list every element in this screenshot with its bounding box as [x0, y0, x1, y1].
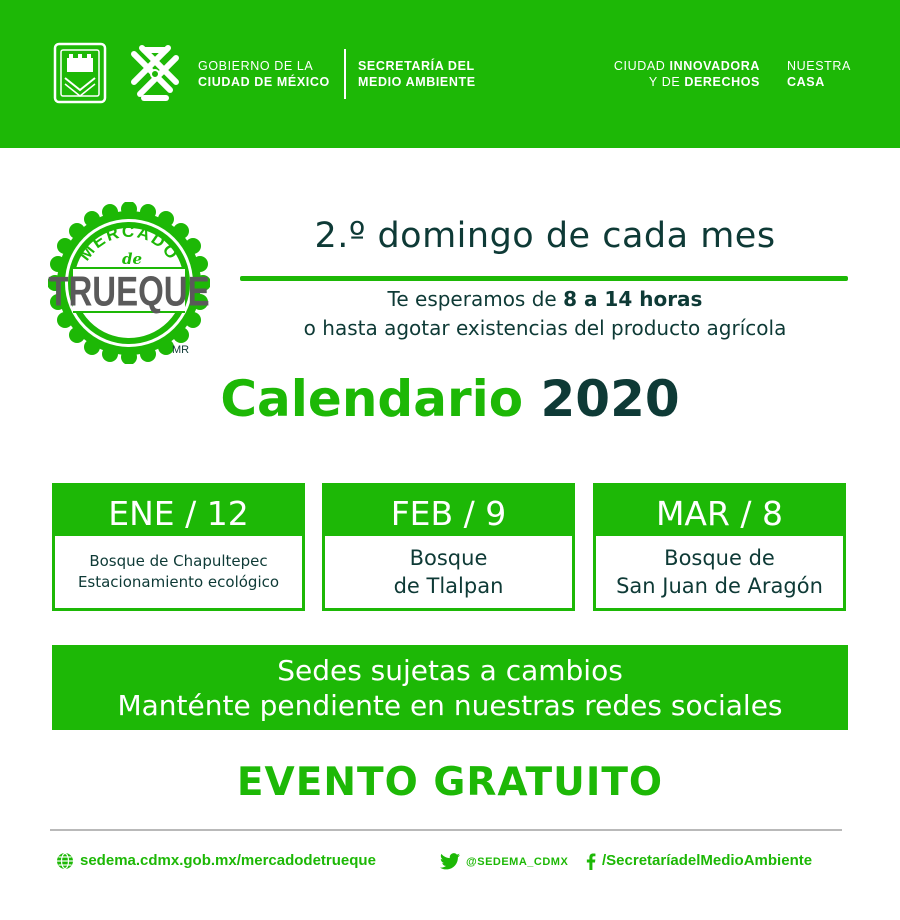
- city-coat-of-arms-icon: [53, 42, 107, 104]
- ciudad-line-1a: CIUDAD: [613, 59, 670, 73]
- ciudad-line-2a: Y DE: [648, 75, 685, 89]
- schedule-note: o hasta agotar existencias del producto agrícola: [303, 316, 787, 340]
- facebook-link[interactable]: [586, 852, 812, 870]
- venue-line-1: Bosque de Chapultepec: [89, 552, 268, 570]
- venue-line-2: San Juan de Aragón: [616, 574, 823, 598]
- twitter-bird-icon: [440, 853, 460, 870]
- ciudad-innovadora-label: [614, 58, 760, 90]
- cdmx-knot-logo-icon: [124, 38, 186, 110]
- venue-line-1: Bosque: [409, 546, 488, 570]
- gob-line-1: GOBIERNO DE LA: [198, 59, 314, 73]
- mercado-de-trueque-logo: [48, 202, 210, 364]
- date-label: ENE / 12: [55, 486, 302, 536]
- venue: [55, 536, 302, 608]
- globe-icon: [56, 852, 74, 870]
- venue-line-2: de Tlalpan: [393, 574, 504, 598]
- website-url: sedema.cdmx.gob.mx/mercadodetrueque: [80, 852, 376, 869]
- header-bar: [0, 0, 900, 148]
- header-divider: [344, 49, 346, 99]
- notice-line-1: Sedes sujetas a cambios: [277, 653, 623, 687]
- ciudad-line-2b: DERECHOS: [684, 75, 760, 89]
- ciudad-line-1b: INNOVADORA: [669, 59, 760, 73]
- schedule-line: [240, 287, 850, 311]
- footer-divider: [50, 829, 842, 831]
- twitter-handle: @SEDEMA_CDMX: [466, 856, 569, 868]
- headline: 2.º domingo de cada mes: [314, 216, 776, 256]
- date-label: MAR / 8: [596, 486, 843, 536]
- facebook-icon: [586, 853, 596, 870]
- logo-mercado-text: MERCADO: [74, 222, 184, 265]
- headline-divider: [240, 276, 848, 281]
- trademark-label: MR: [172, 344, 190, 356]
- free-event-label: EVENTO GRATUITO: [236, 760, 664, 805]
- gob-line-2: CIUDAD DE MÉXICO: [198, 75, 330, 89]
- nuestra-line-2: CASA: [787, 75, 825, 89]
- logo-trueque-text: TRUEQUE: [48, 268, 210, 315]
- venue-line-2: Estacionamiento ecológico: [77, 573, 280, 591]
- calendar-title-year: 2020: [540, 370, 680, 428]
- notice-banner: [52, 645, 848, 730]
- twitter-link[interactable]: [440, 852, 568, 870]
- date-card-feb: [322, 483, 575, 611]
- date-card-mar: [593, 483, 846, 611]
- sec-line-2: MEDIO AMBIENTE: [358, 75, 476, 89]
- gobierno-cdmx-label: [198, 58, 330, 90]
- venue: [596, 536, 843, 608]
- calendar-title-word: Calendario: [220, 370, 541, 428]
- date-card-jan: [52, 483, 305, 611]
- date-label: FEB / 9: [325, 486, 572, 536]
- logo-de-text: de: [121, 250, 143, 268]
- secretaria-label: [358, 58, 476, 90]
- sec-line-1: SECRETARÍA DEL: [358, 59, 475, 73]
- calendar-title: [0, 370, 900, 428]
- venue: [325, 536, 572, 608]
- schedule-prefix: Te esperamos de: [387, 287, 564, 311]
- website-link[interactable]: [56, 852, 376, 870]
- facebook-handle: /SecretaríadelMedioAmbiente: [602, 852, 813, 869]
- schedule-hours: 8 a 14 horas: [563, 287, 703, 311]
- venue-line-1: Bosque de: [664, 546, 775, 570]
- nuestra-line-1: NUESTRA: [787, 59, 851, 73]
- nuestra-casa-label: [787, 58, 851, 90]
- notice-line-2: Manténte pendiente en nuestras redes sociales: [117, 688, 783, 722]
